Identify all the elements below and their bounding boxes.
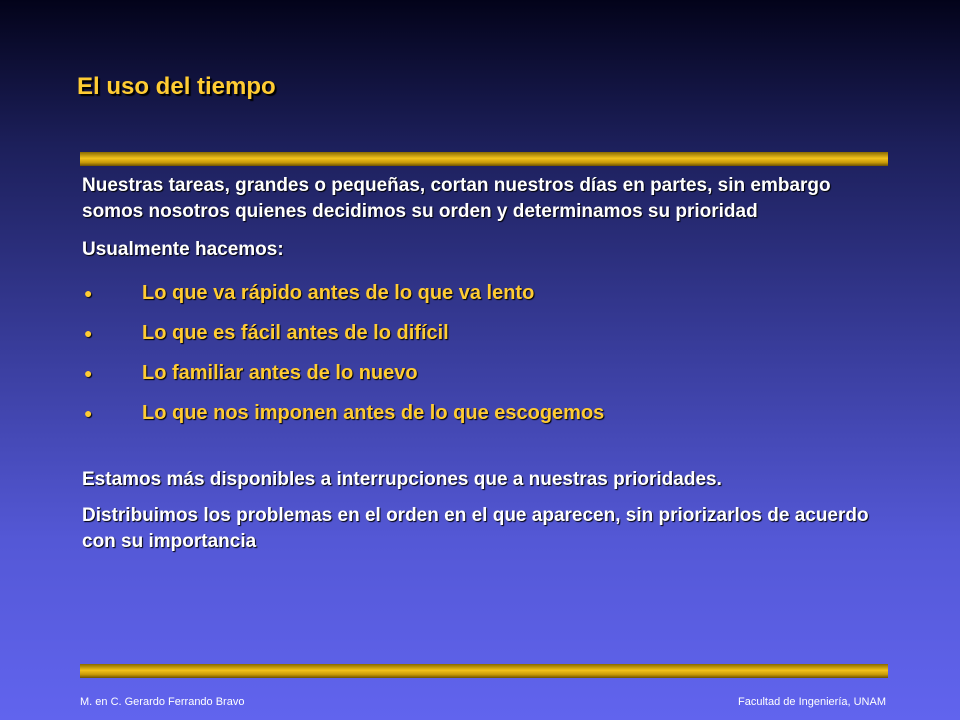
bullet-dot-icon: ●: [84, 285, 93, 301]
slide-content: [82, 173, 872, 555]
list-item: [82, 273, 872, 313]
bullet-dot-icon: ●: [84, 325, 93, 341]
bullet-dot-icon: ●: [84, 365, 93, 381]
usually-heading: Usualmente hacemos:: [82, 239, 284, 260]
bullet-text: Lo que es fácil antes de lo difícil: [142, 322, 449, 344]
bullet-text: Lo familiar antes de lo nuevo: [142, 362, 418, 384]
list-item: [82, 313, 872, 353]
bullet-dot-icon: ●: [84, 405, 93, 421]
top-divider-bar: [80, 152, 888, 166]
bullet-list: [82, 273, 872, 433]
footer-institution: Facultad de Ingeniería, UNAM: [738, 696, 886, 708]
bullet-text: Lo que nos imponen antes de lo que escogemos: [142, 402, 605, 424]
distribution-paragraph: Distribuimos los problemas en el orden en el que aparecen, sin priorizarlos de acuerdo con su importancia: [82, 505, 869, 552]
list-item: [82, 393, 872, 433]
bullet-text: Lo que va rápido antes de lo que va lento: [142, 282, 535, 304]
bottom-divider-bar: [80, 664, 888, 678]
footer-author: M. en C. Gerardo Ferrando Bravo: [80, 696, 245, 708]
interruptions-paragraph: Estamos más disponibles a interrupciones que a nuestras prioridades.: [82, 469, 722, 490]
list-item: [82, 353, 872, 393]
intro-paragraph: Nuestras tareas, grandes o pequeñas, cortan nuestros días en partes, sin embargo somos nosotros quienes decidimos su orden y determinamos su prioridad: [82, 175, 831, 222]
slide-title: El uso del tiempo: [77, 73, 276, 100]
